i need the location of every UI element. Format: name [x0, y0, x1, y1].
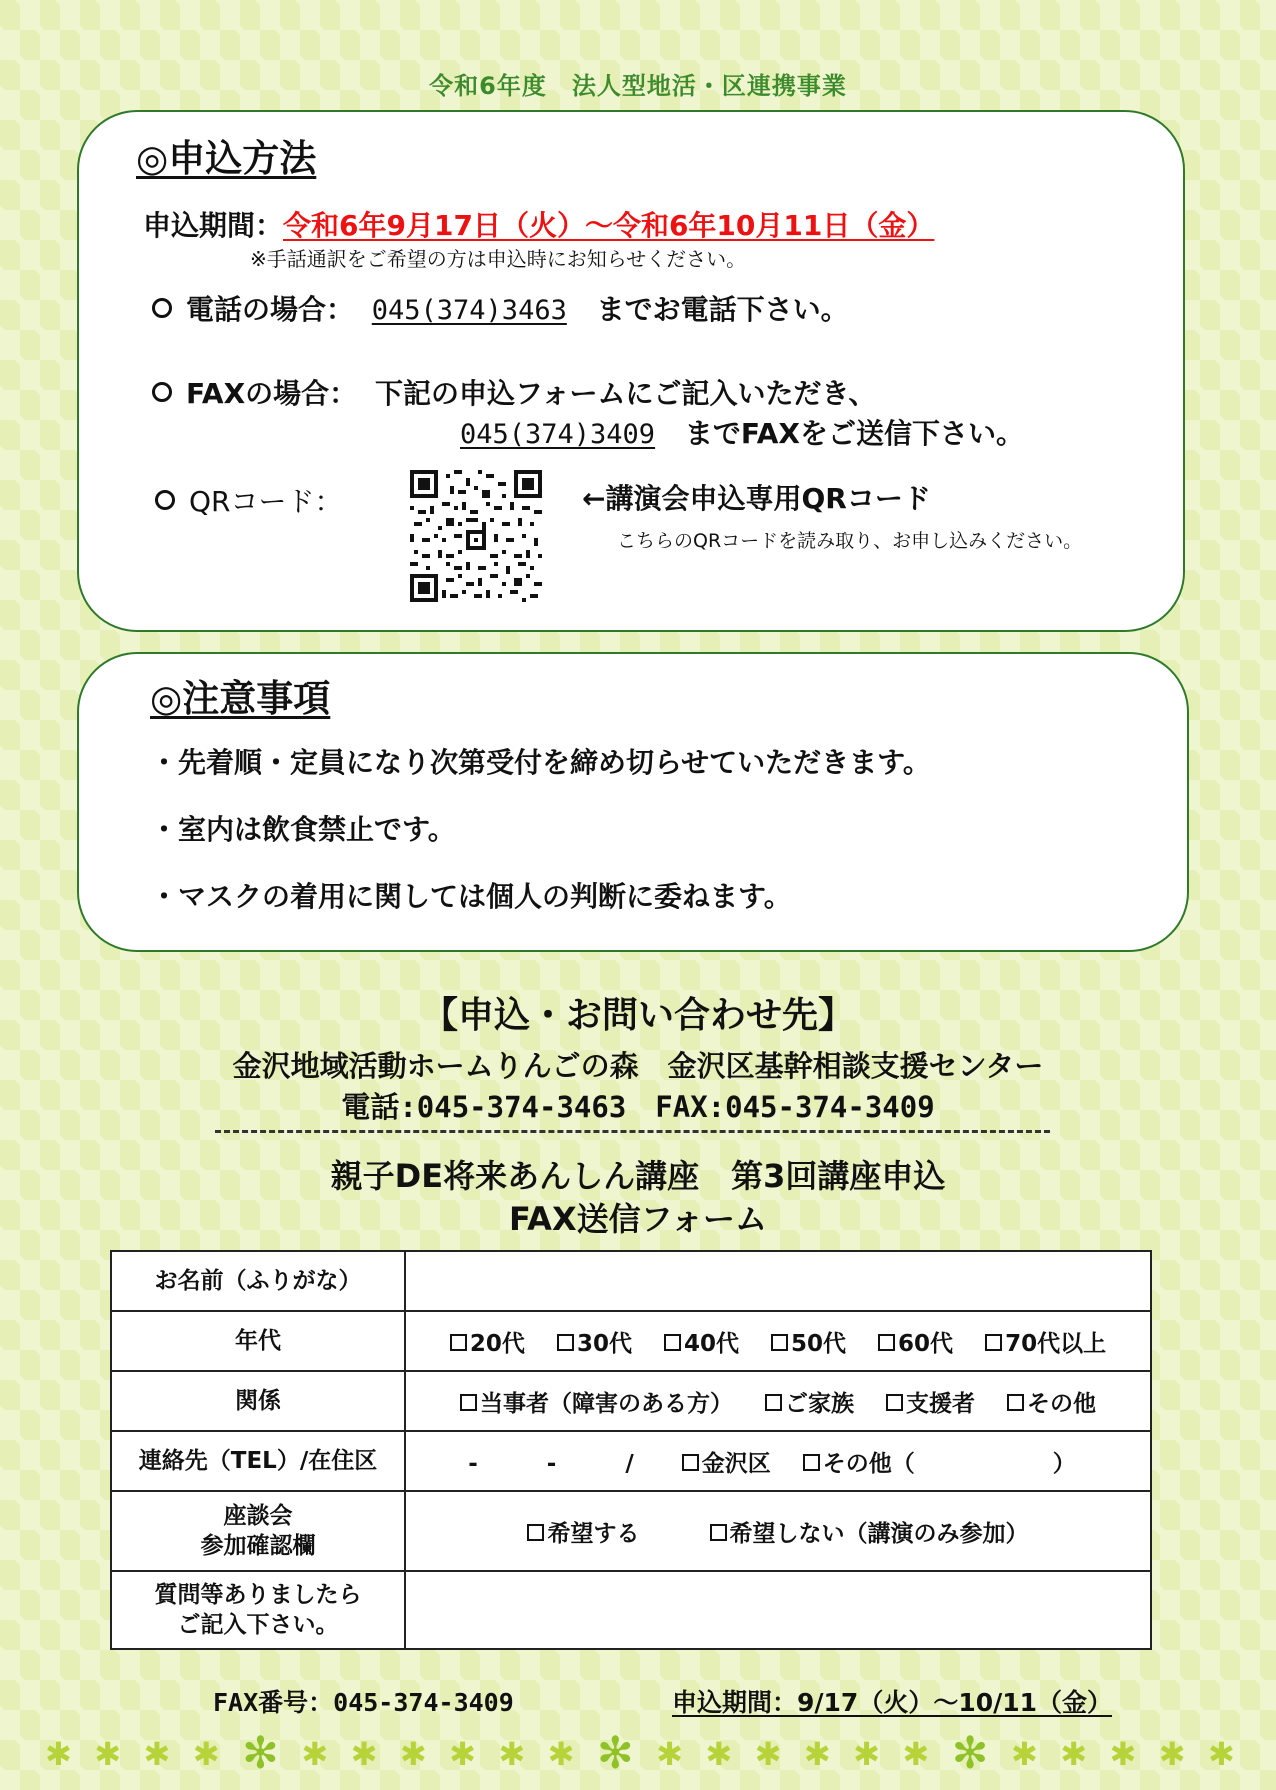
fax-form-table [110, 1250, 1152, 1650]
star-icon: ✱ [301, 1735, 329, 1773]
period-value: 令和6年9月17日（火）～令和6年10月11日（金） [283, 209, 935, 242]
period-label: 申込期間： [143, 209, 284, 242]
form-title-line2: FAX送信フォーム [508, 1200, 768, 1238]
note-item: ・マスクの着用に関しては個人の判断に委ねます。 [150, 880, 792, 913]
contact-organization: 金沢地域活動ホームりんごの森 金沢区基幹相談支援センター [232, 1049, 1044, 1083]
discussion-options [405, 1491, 1151, 1571]
apply-heading: ◎申込方法 [136, 137, 317, 180]
age-option[interactable]: 50代 [771, 1331, 846, 1357]
apply-period [143, 204, 934, 244]
notes-heading: ◎注意事項 [150, 677, 331, 720]
age-option[interactable]: 40代 [664, 1331, 739, 1357]
discussion-option[interactable]: 希望しない（講演のみ参加） [710, 1521, 1029, 1547]
table-row [111, 1491, 1151, 1571]
checkbox-icon[interactable] [765, 1394, 782, 1411]
age-options [405, 1311, 1151, 1371]
footer-fax-number: FAX番号：045-374-3409 [213, 1688, 514, 1717]
header-title: 令和6年度 法人型地活・区連携事業 [429, 72, 847, 100]
phone-dashes: - - / [468, 1450, 634, 1477]
qr-row [155, 480, 343, 520]
checkbox-icon[interactable] [1007, 1394, 1024, 1411]
discussion-option[interactable]: 希望する [527, 1521, 639, 1547]
qr-code[interactable] [410, 470, 542, 602]
star-icon: ✻ [596, 1728, 634, 1779]
note-item: ・室内は飲食禁止です。 [150, 813, 456, 846]
fax-row-2 [460, 412, 1024, 452]
star-icon: ✱ [902, 1735, 930, 1773]
sign-language-note: ※手話通訳をご希望の方は申込時にお知らせください。 [250, 247, 747, 271]
relation-options [405, 1371, 1151, 1431]
star-icon: ✱ [399, 1735, 427, 1773]
relation-label: 関係 [111, 1371, 405, 1431]
name-label: お名前（ふりがな） [111, 1251, 405, 1311]
age-option[interactable]: 60代 [878, 1331, 953, 1357]
checkbox-icon[interactable] [557, 1334, 574, 1351]
checkbox-icon[interactable] [803, 1454, 820, 1471]
age-option[interactable]: 70代以上 [985, 1331, 1106, 1357]
circle-bullet-icon [152, 298, 172, 318]
name-field[interactable] [405, 1251, 1151, 1311]
table-row [111, 1571, 1151, 1649]
star-icon: ✱ [803, 1735, 831, 1773]
star-icon: ✱ [705, 1735, 733, 1773]
question-field[interactable] [405, 1571, 1151, 1649]
form-title-line1: 親子DE将来あんしん講座 第3回講座申込 [330, 1157, 946, 1195]
checkbox-icon[interactable] [527, 1524, 544, 1541]
checkbox-icon[interactable] [682, 1454, 699, 1471]
checkbox-icon[interactable] [450, 1334, 467, 1351]
checkbox-icon[interactable] [460, 1394, 477, 1411]
apply-panel [77, 110, 1185, 632]
star-icon: ✱ [547, 1735, 575, 1773]
checkbox-icon[interactable] [771, 1334, 788, 1351]
star-icon: ✱ [1010, 1735, 1038, 1773]
checkbox-icon[interactable] [664, 1334, 681, 1351]
age-option[interactable]: 20代 [450, 1331, 525, 1357]
checkbox-icon[interactable] [985, 1334, 1002, 1351]
qr-caption: ←講演会申込専用QRコード [582, 482, 931, 515]
relation-option[interactable]: ご家族 [765, 1391, 854, 1417]
note-item: ・先着順・定員になり次第受付を締め切らせていただきます。 [150, 746, 931, 779]
star-icon: ✱ [94, 1735, 122, 1773]
star-icon: ✱ [853, 1735, 880, 1773]
discussion-label: 座談会 参加確認欄 [111, 1491, 405, 1571]
star-icon: ✻ [951, 1728, 989, 1779]
fax-row [152, 372, 876, 412]
checkbox-icon[interactable] [878, 1334, 895, 1351]
phone-suffix: までお電話下さい。 [596, 293, 849, 326]
relation-option[interactable]: 支援者 [886, 1391, 975, 1417]
contact-field[interactable] [405, 1431, 1151, 1491]
star-icon: ✱ [45, 1735, 72, 1773]
star-icon: ✱ [1109, 1735, 1137, 1773]
star-icon: ✱ [350, 1735, 378, 1773]
residence-option[interactable]: その他（ ） [803, 1451, 1076, 1477]
question-label: 質問等ありましたら ご記入下さい。 [111, 1571, 405, 1649]
star-border-decoration [45, 1728, 1235, 1779]
table-row [111, 1371, 1151, 1431]
footer-period: 申込期間：9/17（火）～10/11（金） [672, 1688, 1113, 1717]
qr-label: QRコード： [189, 485, 343, 518]
table-row [111, 1311, 1151, 1371]
fax-suffix: までFAXをご送信下さい。 [684, 417, 1025, 450]
form-title [0, 1155, 1276, 1241]
star-icon: ✱ [754, 1735, 782, 1773]
circle-bullet-icon [155, 490, 175, 510]
contact-heading: 【申込・お問い合わせ先】 [421, 995, 854, 1036]
fax-number[interactable]: 045(374)3409 [460, 419, 656, 450]
residence-option[interactable]: 金沢区 [682, 1451, 771, 1477]
star-icon: ✱ [1158, 1735, 1186, 1773]
phone-label: 電話の場合： [186, 293, 355, 326]
fax-label: FAXの場合： [186, 377, 358, 410]
checkbox-icon[interactable] [886, 1394, 903, 1411]
star-icon: ✻ [242, 1728, 279, 1779]
age-label: 年代 [111, 1311, 405, 1371]
phone-row [152, 288, 849, 328]
checkbox-icon[interactable] [710, 1524, 727, 1541]
phone-number[interactable]: 045(374)3463 [371, 295, 567, 326]
qr-note: こちらのQRコードを読み取り、お申し込みください。 [617, 530, 1083, 552]
star-icon: ✱ [1207, 1735, 1235, 1773]
fax-text: 下記の申込フォームにご記入いただき、 [374, 377, 877, 410]
star-icon: ✱ [449, 1735, 476, 1773]
table-row [111, 1431, 1151, 1491]
star-icon: ✱ [143, 1735, 171, 1773]
table-row [111, 1251, 1151, 1311]
relation-option[interactable]: その他 [1007, 1391, 1096, 1417]
star-icon: ✱ [498, 1735, 526, 1773]
star-icon: ✱ [1060, 1735, 1087, 1773]
contact-label: 連絡先（TEL）/在住区 [111, 1431, 405, 1491]
age-option[interactable]: 30代 [557, 1331, 632, 1357]
star-icon: ✱ [192, 1735, 220, 1773]
relation-option[interactable]: 当事者（障害のある方） [460, 1391, 733, 1417]
star-icon: ✱ [656, 1735, 683, 1773]
circle-bullet-icon [152, 382, 172, 402]
contact-phone-fax: 電話:045-374-3463 FAX:045-374-3409 [341, 1090, 935, 1124]
cut-line-divider [215, 1130, 1050, 1133]
